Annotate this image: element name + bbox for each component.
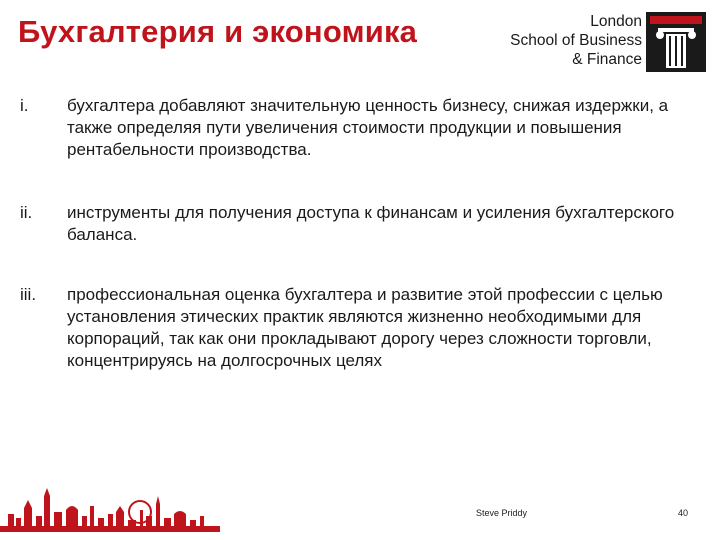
logo-line-london: London (590, 13, 642, 30)
list-item-number: i. (20, 96, 29, 115)
logo-line-school: School of Business (510, 32, 642, 49)
london-skyline-icon (0, 486, 220, 532)
list-item-text: профессиональная оценка бухгалтера и развитие этой профессии с целью установления этических практик являются жизненно необходимыми для корпораций, так как они прокладывают дорогу через сложности торговли, концентрируясь на долгосрочных целях (67, 285, 663, 370)
list-item-text: инструменты для получения доступа к финансам и усиления бухгалтерского баланса. (67, 203, 675, 244)
slide-title: Бухгалтерия и экономика (18, 14, 418, 49)
page-number: 40 (678, 508, 689, 518)
footer-author: Steve Priddy (476, 508, 528, 518)
column-emblem-icon (646, 12, 706, 72)
list-item-number: ii. (20, 203, 33, 222)
logo-line-finance: & Finance (572, 51, 642, 68)
list-item-number: iii. (20, 285, 37, 304)
logo-text (510, 12, 642, 69)
list-item-text: бухгалтера добавляют значительную ценность бизнесу, снижая издержки, а также определяя пути увеличения стоимости продукции и повышения рентабельности производства. (67, 96, 669, 159)
school-logo (506, 12, 706, 72)
